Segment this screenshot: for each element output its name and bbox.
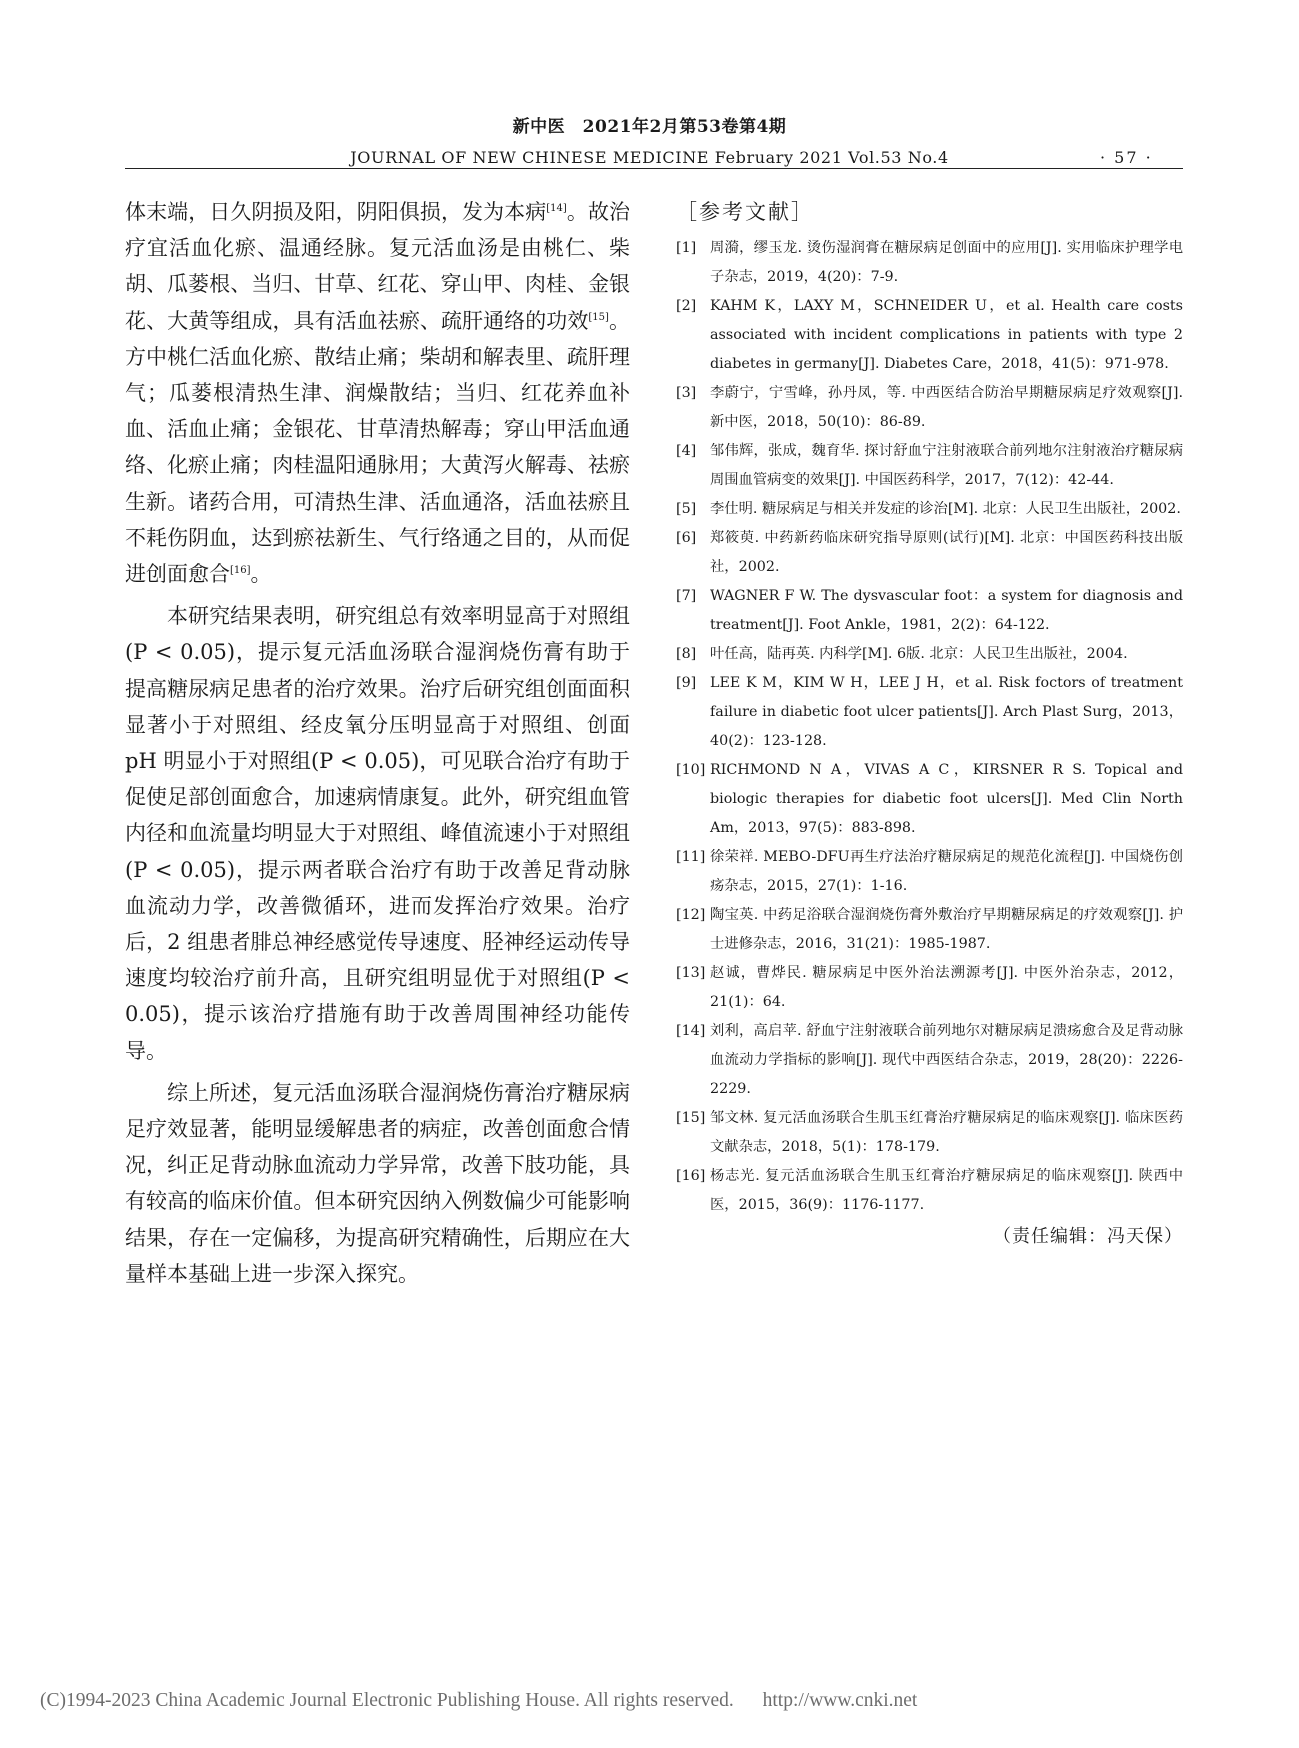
reference-number: [14] [676,1023,706,1039]
reference-text: 叶任高，陆再英. 内科学[M]. 6版. 北京：人民卫生出版社，2004. [710,646,1128,662]
cnki-url: http://www.cnki.net [762,1690,918,1711]
reference-number: [13] [676,965,706,981]
paragraph-text-run: 。故治疗宜活血化瘀、温通经脉。复元活血汤是由桃仁、柴胡、瓜蒌根、当归、甘草、红花、穿山甲、肉桂、金银花、大黄等组成，具有活血祛瘀、疏肝通络的功效 [125,200,631,333]
reference-item [676,901,1183,959]
reference-item [676,843,1183,901]
paragraph-results: 本研究结果表明，研究组总有效率明显高于对照组(P < 0.05)，提示复元活血汤联合湿润烧伤膏有助于提高糖尿病足患者的治疗效果。治疗后研究组创面面积显著小于对照组、经皮氧分压明显高于对照组、创面 pH 明显小于对照组(P < 0.05)，可见联合治疗有助于促使足部创面愈合，加速病情康复。此外，研究组血管内径和血流量均明显大于对照组、峰值流速小于对照组(P < 0.05)，提示两者联合治疗有助于改善足背动脉血流动力学，改善微循环，进而发挥治疗效果。治疗后，2 组患者腓总神经感觉传导速度、胫神经运动传导速度均较治疗前升高，且研究组明显优于对照组(P < 0.05)，提示该治疗措施有助于改善周围神经功能传导。 [125,604,630,1063]
reference-number: [6] [676,530,697,546]
reference-number: [10] [676,762,706,778]
copyright-footer [40,1690,917,1712]
paragraph-discussion [125,194,630,592]
paragraph-text-run: 。方中桃仁活血化瘀、散结止痛；柴胡和解表里、疏肝理气；瓜蒌根清热生津、润燥散结；当归、红花养血补血、活血止痛；金银花、甘草清热解毒；穿山甲活血通络、化瘀止痛；肉桂温阳通脉用；大黄泻火解毒、祛瘀生新。诸药合用，可清热生津、活血通洛，活血祛瘀且不耗伤阴血，达到瘀祛新生、气行络通之目的，从而促进创面愈合 [125,308,631,587]
reference-text: 李蔚宁，宁雪峰，孙丹凤，等. 中西医结合防治早期糖尿病足疗效观察[J]. 新中医，2018，50(10)：86-89. [710,385,1183,430]
reference-item [676,582,1183,640]
reference-item [676,959,1183,1017]
references-heading: ［参考文献］ [676,200,814,224]
reference-text: 刘利，高启苹. 舒血宁注射液联合前列地尔对糖尿病足溃疡愈合及足背动脉血流动力学指标的影响[J]. 现代中西医结合杂志，2019，28(20)：2226-2229. [710,1023,1183,1097]
reference-item [676,437,1183,495]
reference-text: 邹伟辉，张成，魏育华. 探讨舒血宁注射液联合前列地尔注射液治疗糖尿病周围血管病变的效果[J]. 中国医药科学，2017，7(12)：42-44. [710,443,1183,488]
reference-number: [11] [676,849,706,865]
reference-number: [15] [676,1110,706,1126]
paragraph-text-run: 。 [250,562,272,587]
reference-item [676,379,1183,437]
citation-marker: [16] [230,565,251,577]
reference-item [676,495,1183,524]
reference-text: WAGNER F W. The dysvascular foot：a system for diagnosis and treatment[J]. Foot Ankle，1981，2(2)：64-122. [710,588,1183,633]
reference-item [676,1017,1183,1104]
reference-item [676,1104,1183,1162]
reference-number: [5] [676,501,697,517]
reference-number: [12] [676,907,706,923]
reference-item [676,1162,1183,1220]
reference-number: [2] [676,298,697,314]
reference-item [676,234,1183,292]
reference-number: [1] [676,240,697,256]
reference-number: [4] [676,443,697,459]
reference-text: KAHM K，LAXY M，SCHNEIDER U，et al. Health care costs associated with incident complications in patients with type 2 diabetes in germany[J]. Diabetes Care，2018，41(5)：971-978. [710,298,1183,372]
reference-number: [3] [676,385,697,401]
reference-item [676,292,1183,379]
body-text-column [125,194,630,1292]
reference-item [676,524,1183,582]
reference-text: 陶宝英. 中药足浴联合湿润烧伤膏外敷治疗早期糖尿病足的疗效观察[J]. 护士进修杂志，2016，31(21)：1985-1987. [710,907,1183,952]
reference-number: [16] [676,1168,706,1184]
reference-number: [8] [676,646,697,662]
reference-list [676,234,1183,1220]
header-rule [125,168,1183,169]
paragraph-conclusion: 综上所述，复元活血汤联合湿润烧伤膏治疗糖尿病足疗效显著，能明显缓解患者的病症，改善创面愈合情况，纠正足背动脉血流动力学异常，改善下肢功能，具有较高的临床价值。但本研究因纳入例数偏少可能影响结果，存在一定偏移，为提高研究精确性，后期应在大量样本基础上进一步深入探究。 [125,1080,630,1286]
journal-title-en: JOURNAL OF NEW CHINESE MEDICINE February 2021 Vol.53 No.4 [350,148,949,167]
reference-text: 赵诚，曹烨民. 糖尿病足中医外治法溯源考[J]. 中医外治杂志，2012，21(1)：64. [710,965,1183,1010]
reference-text: 徐荣祥. MEBO-DFU再生疗法治疗糖尿病足的规范化流程[J]. 中国烧伤创疡杂志，2015，27(1)：1-16. [710,849,1183,894]
reference-text: 李仕明. 糖尿病足与相关并发症的诊治[M]. 北京：人民卫生出版社，2002. [710,501,1181,517]
citation-marker: [15] [588,311,609,323]
references-column [676,196,1183,1248]
reference-text: RICHMOND N A，VIVAS A C，KIRSNER R S. Topical and biologic therapies for diabetic foot ulcers[J]. Med Clin North Am，2013，97(5)：883-898. [710,762,1183,836]
reference-number: [7] [676,588,697,604]
reference-text: 杨志光. 复元活血汤联合生肌玉红膏治疗糖尿病足的临床观察[J]. 陕西中医，2015，36(9)：1176-1177. [710,1168,1183,1213]
reference-item [676,640,1183,669]
reference-text: 邹文林. 复元活血汤联合生肌玉红膏治疗糖尿病足的临床观察[J]. 临床医药文献杂志，2018，5(1)：178-179. [710,1110,1183,1155]
citation-marker: [14] [546,203,567,214]
reference-item [676,756,1183,843]
copyright-notice: (C)1994-2023 China Academic Journal Electronic Publishing House. All rights reserved. [40,1690,734,1711]
reference-text: 郑筱萸. 中药新药临床研究指导原则(试行)[M]. 北京：中国医药科技出版社，2002. [710,530,1183,575]
responsible-editor: （责任编辑：冯天保） [993,1226,1183,1247]
journal-title-cn: 新中医 2021年2月第53卷第4期 [512,117,787,137]
reference-number: [9] [676,675,697,691]
page-number: · 57 · [1100,148,1153,167]
reference-text: LEE K M，KIM W H，LEE J H，et al. Risk foctors of treatment failure in diabetic foot ulcer patients[J]. Arch Plast Surg，2013，40(2)：123-128. [710,675,1183,749]
paragraph-text-run: 体末端，日久阴损及阳，阴阳俱损，发为本病 [125,200,547,224]
reference-item [676,669,1183,756]
reference-text: 周漪，缪玉龙. 烫伤湿润膏在糖尿病足创面中的应用[J]. 实用临床护理学电子杂志，2019，4(20)：7-9. [710,240,1183,285]
